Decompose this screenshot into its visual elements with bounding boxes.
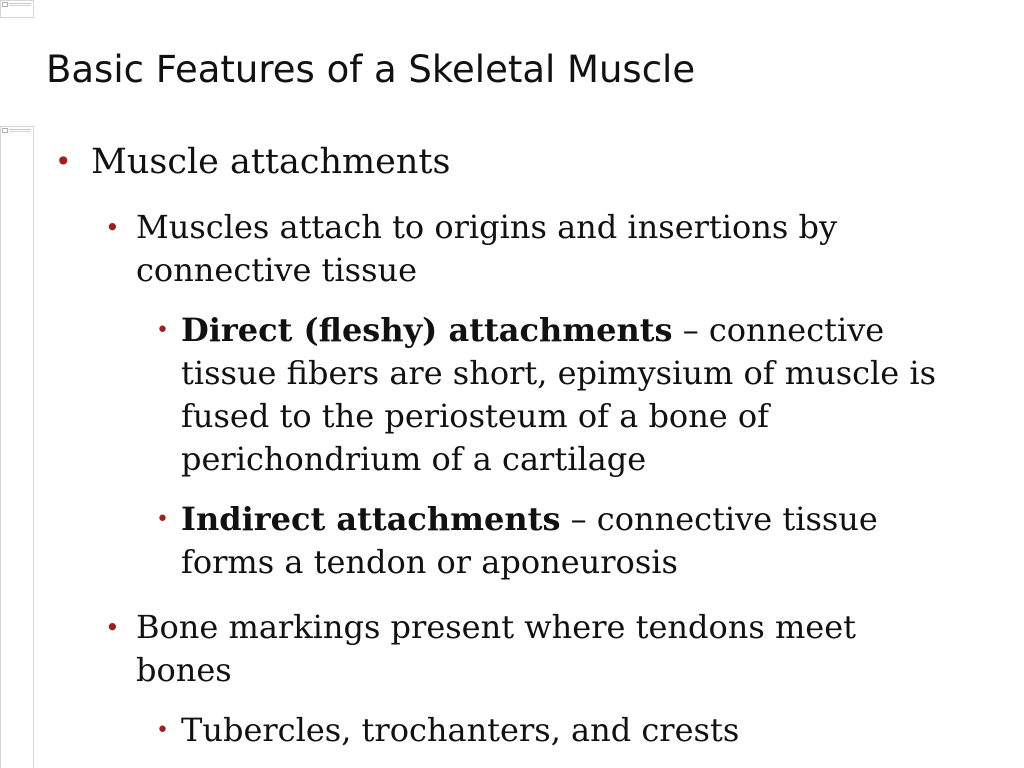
- bullet-item-direct-attachments: [0, 309, 1024, 481]
- bullet-item-muscle-attachments: [0, 140, 1024, 184]
- bullet-item-tubercles: [0, 709, 1024, 752]
- bullet-icon: •: [156, 507, 169, 532]
- bullet-list: [0, 140, 1024, 752]
- bullet-icon: •: [156, 318, 169, 343]
- bullet-item-indirect-attachments: [0, 498, 1024, 584]
- bullet-icon: •: [156, 718, 169, 743]
- bullet-text: Bone markings present where tendons meet bones: [136, 608, 857, 689]
- bullet-item-origins-insertions: [0, 206, 1024, 292]
- slide-title: Basic Features of a Skeletal Muscle: [46, 48, 696, 91]
- placeholder-caption-lines: [9, 3, 31, 4]
- placeholder-caption-lines: [9, 129, 31, 130]
- bullet-text: – connective tissue forms a tendon or aponeurosis: [181, 500, 878, 581]
- bullet-item-bone-markings: [0, 606, 1024, 692]
- image-placeholder-top: [0, 0, 34, 18]
- bullet-icon: •: [105, 613, 120, 642]
- broken-image-icon: [2, 128, 8, 133]
- bullet-term: Indirect attachments: [181, 500, 561, 538]
- bullet-icon: •: [55, 145, 72, 178]
- bullet-text: Muscles attach to origins and insertions by connective tissue: [136, 208, 838, 289]
- bullet-term: Direct (fleshy) attachments: [181, 311, 673, 349]
- broken-image-icon: [2, 2, 8, 7]
- bullet-text: – connective tissue fibers are short, epimysium of muscle is fused to the periosteum of a bone of perichondrium of a cartilage: [181, 311, 937, 478]
- bullet-icon: •: [105, 213, 120, 242]
- bullet-text: Tubercles, trochanters, and crests: [181, 711, 740, 749]
- bullet-text: Muscle attachments: [91, 142, 451, 182]
